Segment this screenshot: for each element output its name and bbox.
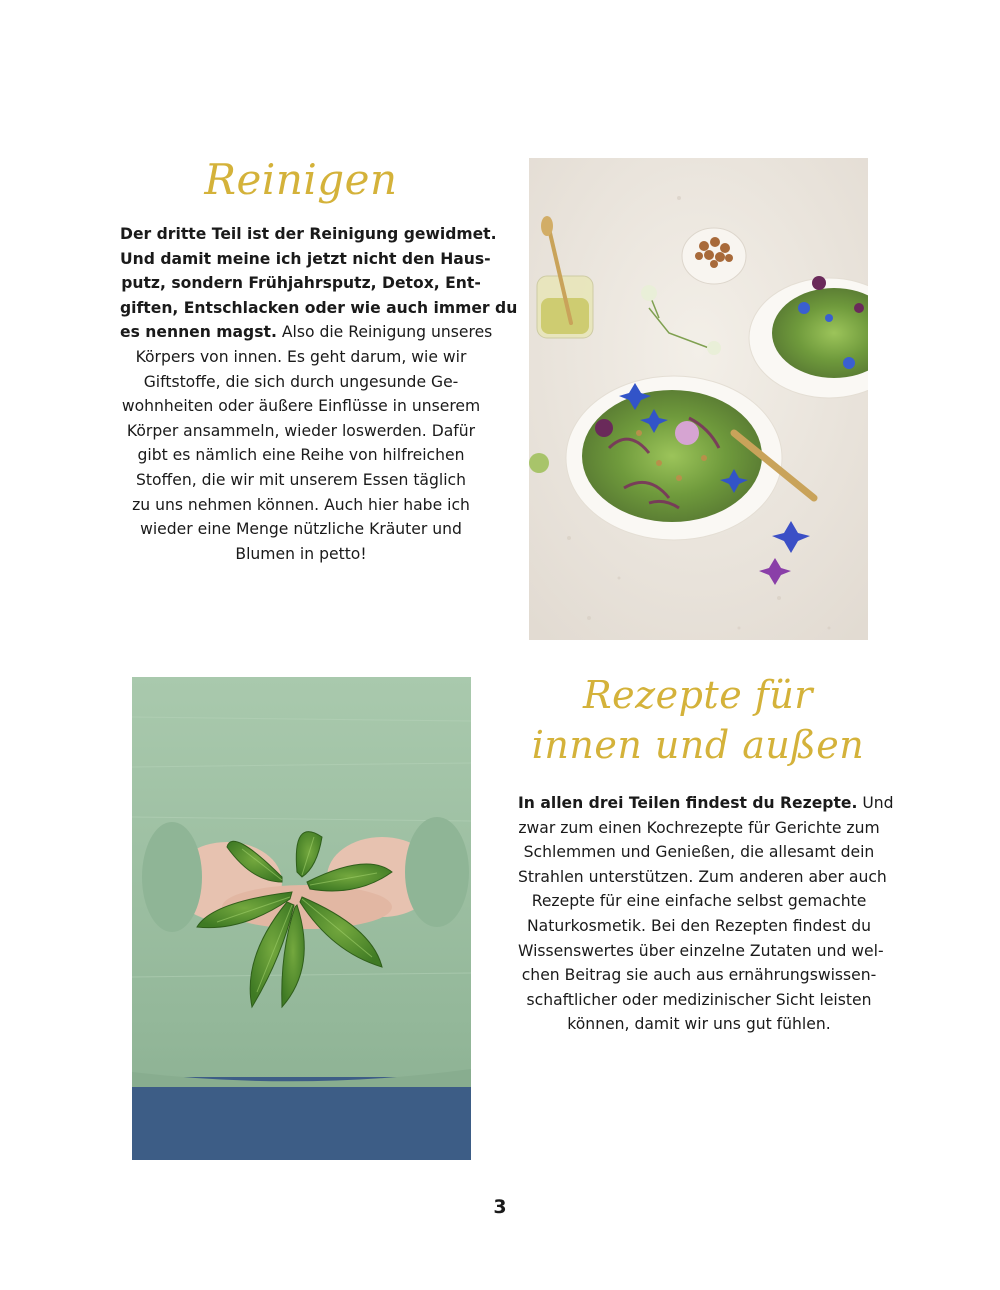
- bold-fragment: es nennen magst.: [120, 323, 277, 342]
- bold-line: Und damit meine ich jetzt nicht den Haus-: [120, 249, 491, 268]
- section-heading-reinigen: Reinigen: [204, 155, 398, 204]
- text-line: zu uns nehmen können. Auch hier habe ich: [132, 495, 470, 514]
- text-line: Körper ansammeln, wieder loswerden. Dafür: [126, 421, 476, 440]
- section-body-reinigen: [120, 222, 518, 566]
- text-line: Stoffen, die wir mit unserem Essen täglich: [135, 470, 467, 489]
- page-number: 3: [493, 1196, 507, 1218]
- text-line: können, damit wir uns gut fühlen.: [567, 1015, 831, 1034]
- bold-line: giften, Entschlacken oder wie auch immer du: [120, 298, 518, 317]
- bold-fragment: In allen drei Teilen findest du Rezepte.: [518, 794, 858, 812]
- text-line: schaftlicher oder medizinischer Sicht leisten: [526, 990, 872, 1009]
- text-line: Schlemmen und Genießen, die allesamt dein: [523, 843, 875, 862]
- text-line: Giftstoffe, die sich durch ungesunde Ge-: [143, 372, 459, 391]
- bold-line: putz, sondern Frühjahrsputz, Detox, Ent-: [121, 274, 481, 293]
- text-line: Blumen in petto!: [235, 544, 367, 563]
- text-fragment: Und: [857, 794, 894, 812]
- text-line: Wissenswertes über einzelne Zutaten und wel-: [518, 941, 884, 960]
- text-line: Naturkosmetik. Bei den Rezepten findest du: [527, 916, 871, 935]
- salad-photo: [529, 158, 868, 640]
- section-body-rezepte: [518, 791, 894, 1037]
- section-heading-rezepte-line2: innen und außen: [531, 723, 865, 767]
- text-line: gibt es nämlich eine Reihe von hilfreichen: [137, 446, 465, 465]
- text-line: Rezepte für eine einfache selbst gemachte: [531, 892, 867, 911]
- text-line: Körpers von innen. Es geht darum, wie wir: [135, 347, 467, 366]
- section-heading-rezepte-line1: Rezepte für: [583, 673, 813, 717]
- text-line: chen Beitrag sie auch aus ernährungswissen-: [521, 966, 877, 985]
- text-fragment: Also die Reinigung unseres: [276, 323, 493, 342]
- text-line: wieder eine Menge nützliche Kräuter und: [140, 520, 462, 539]
- bold-line: Der dritte Teil ist der Reinigung gewidmet.: [120, 225, 497, 243]
- text-line: zwar zum einen Kochrezepte für Gerichte zum: [518, 818, 880, 837]
- nettle-photo: [132, 677, 471, 1160]
- text-line: Strahlen unterstützen. Zum anderen aber auch: [518, 867, 887, 886]
- text-line: wohnheiten oder äußere Einflüsse in unserem: [121, 397, 481, 416]
